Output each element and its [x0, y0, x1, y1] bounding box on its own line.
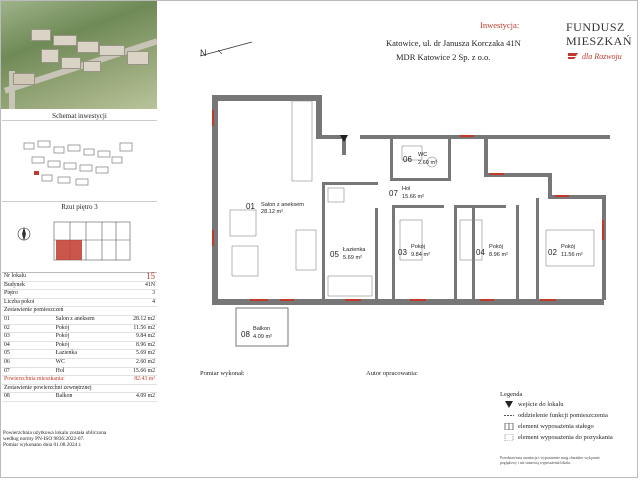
- room-area: 5.69 m2: [118, 350, 157, 359]
- room-area: 11.56 m²: [561, 252, 583, 258]
- pietro-label: Piętro: [2, 290, 54, 299]
- address-line: Katowice, ul. dr Janusza Korczaka 41N: [386, 38, 521, 48]
- room-area: 4.09 m²: [253, 334, 272, 340]
- room-number: 03: [398, 248, 407, 257]
- room-area: 8.96 m2: [118, 341, 157, 350]
- room-name: Pokój: [54, 324, 118, 333]
- table-row: [2, 315, 157, 324]
- table-row: [2, 273, 157, 281]
- svg-text:N: N: [200, 48, 207, 58]
- table-row: [2, 376, 157, 385]
- optional-equipment-icon: [504, 434, 514, 441]
- room-label: Pokój: [489, 244, 503, 250]
- entrance-triangle-icon: [504, 401, 514, 408]
- room-label: Pokój: [411, 244, 425, 250]
- room-label: Balkon: [253, 326, 271, 332]
- nr-lokalu-label: Nr lokalu: [2, 273, 54, 281]
- logo-text: FUNDUSZ: [566, 20, 625, 34]
- room-area: 9.84 m²: [411, 252, 430, 258]
- room-name: Balkon: [54, 393, 118, 402]
- logo-tagline: dla Rozwoju: [582, 52, 622, 61]
- table-row: [2, 341, 157, 350]
- table-row: [2, 290, 157, 299]
- separation-line-icon: [504, 412, 514, 419]
- room-no: 08: [2, 393, 54, 402]
- room-area: 28.12 m²: [261, 209, 284, 215]
- table-row: [2, 324, 157, 333]
- legend-label: oddzielenie funkcji pomieszczenia: [518, 412, 608, 419]
- room-label: Salon z aneksem: [261, 202, 304, 208]
- budynek-value: 41N: [118, 281, 157, 290]
- table-row: [2, 307, 157, 316]
- room-area: 2.60 m2: [118, 358, 157, 367]
- room-no: 06: [2, 358, 54, 367]
- floor-key-plan: [2, 210, 157, 272]
- logo-flag-icon: [567, 52, 579, 60]
- note-line: Pomiar wykonano dnia 01.08.2024 r.: [3, 442, 82, 449]
- note-line: według normy PN-ISO 9836:2022-07.: [3, 436, 85, 443]
- unit-info-table: [2, 273, 157, 402]
- room-area: 8.96 m²: [489, 252, 508, 258]
- room-name: Łazienka: [54, 350, 118, 359]
- room-label: Pokój: [561, 244, 575, 250]
- fixed-equipment-icon: [504, 423, 514, 430]
- room-area: 9.84 m2: [118, 333, 157, 342]
- budynek-label: Budynek: [2, 281, 54, 290]
- disclaimer-line: poglądowy i nie stanowią wyposażenia lokalu.: [500, 460, 571, 465]
- north-arrow-icon: [196, 38, 256, 60]
- floor-plan: [160, 80, 635, 380]
- legend-item: [500, 432, 636, 443]
- legend-label: wejście do lokalu: [518, 401, 564, 408]
- zewnetrzne-label: Zestawienie powierzchni zewnętrznej: [2, 384, 157, 393]
- liczba-pokoi-label: Liczba pokoi: [2, 298, 54, 307]
- legend-title: Legenda: [500, 391, 523, 398]
- schemat-title: Schemat inwestycji: [52, 112, 107, 120]
- room-no: 07: [2, 367, 54, 376]
- room-number: 01: [246, 202, 255, 211]
- investment-label: Inwestycja:: [480, 20, 520, 30]
- legend-item: [500, 410, 636, 421]
- room-no: 03: [2, 333, 54, 342]
- room-label: Łazienka: [343, 247, 366, 253]
- legend-label: element wyposażenia do pozyskania: [518, 434, 613, 441]
- disclaimer: [500, 456, 638, 465]
- room-area: 15.66 m²: [402, 194, 425, 200]
- room-name: Pokój: [54, 341, 118, 350]
- room-name: Pokój: [54, 333, 118, 342]
- room-number: 04: [476, 248, 485, 257]
- table-row: [2, 358, 157, 367]
- pietro-value: 3: [118, 290, 157, 299]
- table-row: [2, 298, 157, 307]
- room-number: 05: [330, 250, 339, 259]
- room-no: 01: [2, 315, 54, 324]
- liczba-pokoi-value: 4: [118, 298, 157, 307]
- room-area: 28.12 m2: [118, 315, 157, 324]
- room-area: 15.66 m2: [118, 367, 157, 376]
- room-area: 2.60 m²: [418, 160, 437, 166]
- company-line: MDR Katowice 2 Sp. z o.o.: [396, 52, 491, 62]
- table-row: [2, 333, 157, 342]
- table-row: [2, 281, 157, 290]
- table-row: [2, 367, 157, 376]
- legend: [500, 390, 636, 443]
- rzut-title: Rzut piętro 3: [2, 201, 157, 211]
- room-label: WC: [418, 152, 428, 158]
- room-area: 5.69 m²: [343, 255, 362, 261]
- legend-item: [500, 399, 636, 410]
- room-number: 07: [389, 189, 398, 198]
- logo-text: MIESZKAŃ: [566, 34, 632, 48]
- room-number: 08: [241, 330, 250, 339]
- note-line: Powierzchnia użytkowa lokalu została obliczona: [3, 430, 107, 436]
- table-row: [2, 393, 157, 402]
- site-schematic: [2, 120, 157, 199]
- powierzchnia-value: 82.43 m²: [118, 376, 157, 385]
- powierzchnia-label: Powierzchnia mieszkania:: [2, 376, 118, 385]
- room-number: 02: [548, 248, 557, 257]
- room-no: 02: [2, 324, 54, 333]
- pomiar-label: Pomiar wykonał:: [200, 370, 245, 377]
- room-area: 4.09 m2: [118, 393, 157, 402]
- room-number: 06: [403, 155, 412, 164]
- room-area: 11.56 m2: [118, 324, 157, 333]
- room-name: Hol: [54, 367, 118, 376]
- room-name: WC: [54, 358, 118, 367]
- table-row: [2, 384, 157, 393]
- aerial-photo: [1, 1, 157, 109]
- legend-label: element wyposażenia stałego: [518, 423, 594, 430]
- autor-label: Autor opracowania:: [366, 370, 418, 377]
- legend-item: [500, 421, 636, 432]
- room-no: 05: [2, 350, 54, 359]
- room-name: Salon z aneksem: [54, 315, 118, 324]
- table-row: [2, 350, 157, 359]
- room-label: Hol: [402, 186, 411, 192]
- zestawienie-label: Zestawienie pomieszczeń: [2, 307, 157, 316]
- nr-lokalu-value: 15: [118, 273, 157, 281]
- disclaimer-line: Przedstawiona aranżacja i wyposażenie mają charakter wyłącznie: [500, 456, 600, 460]
- measurement-note: [3, 430, 158, 449]
- room-no: 04: [2, 341, 54, 350]
